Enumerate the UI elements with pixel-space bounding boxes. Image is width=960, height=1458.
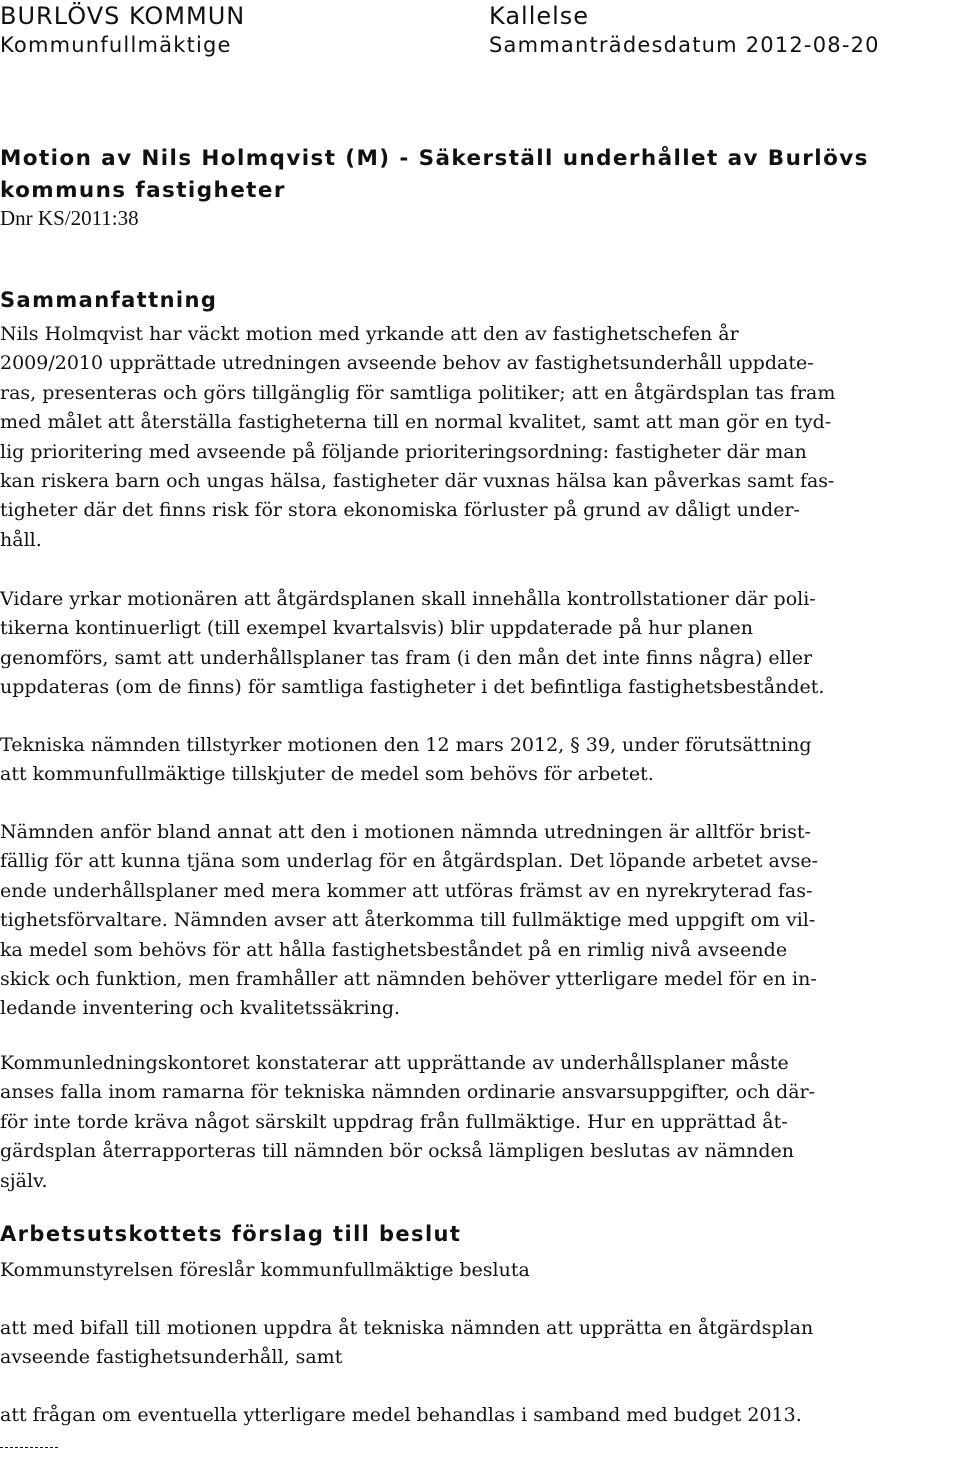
decision-item bbox=[0, 1314, 960, 1373]
text-line: uppdateras (om de finns) för samtliga fastigheter i det befintliga fastighetsbeståndet. bbox=[0, 676, 825, 699]
meeting-date: Sammanträdesdatum 2012-08-20 bbox=[489, 33, 880, 57]
motion-title-line-1: Motion av Nils Holmqvist (M) - Säkerställ underhållet av Burlövs bbox=[0, 146, 869, 171]
text-line: själv. bbox=[0, 1169, 48, 1192]
text-line: Vidare yrkar motionären att åtgärdsplanen skall innehålla kontrollstationer där poli- bbox=[0, 588, 816, 610]
text-line: ende underhållsplaner med mera kommer att utföras främst av en nyrekryterad fas- bbox=[0, 879, 813, 902]
board-paragraph bbox=[0, 818, 960, 1024]
municipality-name: BURLÖVS KOMMUN bbox=[0, 2, 246, 30]
text-line: skick och funktion, men framhåller att nämnden behöver ytterligare medel för en in- bbox=[0, 968, 817, 991]
text-line: tigheter där det finns risk för stora ekonomiska förluster på grund av dåligt under- bbox=[0, 499, 800, 522]
text-line: genomförs, samt att underhållsplaner tas fram (i den mån det inte finns några) eller bbox=[0, 646, 813, 669]
committee-paragraph bbox=[0, 731, 960, 790]
text-line: Kommunledningskontoret konstaterar att upprättande av underhållsplaner måste bbox=[0, 1052, 789, 1074]
text-line: Tekniska nämnden tillstyrker motionen den 12 mars 2012, § 39, under förutsättning bbox=[0, 734, 812, 756]
text-line: ka medel som behövs för att hålla fastighetsbeståndet på en rimlig nivå avseende bbox=[0, 938, 788, 961]
proposal-heading: Arbetsutskottets förslag till beslut bbox=[0, 1222, 462, 1246]
text-line: avseende fastighetsunderhåll, samt bbox=[0, 1346, 343, 1369]
text-line: Nämnden anför bland annat att den i motionen nämnda utredningen är alltför brist- bbox=[0, 821, 811, 843]
text-line: 2009/2010 upprättade utredningen avseende behov av fastighetsunderhåll uppdate- bbox=[0, 352, 814, 375]
separator-line bbox=[0, 1447, 58, 1448]
text-line: med målet att återställa fastigheterna till en normal kvalitet, samt att man gör en tyd- bbox=[0, 411, 832, 434]
text-line: ras, presenteras och görs tillgänglig för samtliga politiker; att en åtgärdsplan tas fram bbox=[0, 381, 836, 404]
case-number: Dnr KS/2011:38 bbox=[0, 206, 139, 230]
text-line: håll. bbox=[0, 528, 42, 551]
demands-paragraph bbox=[0, 585, 960, 703]
text-line: att med bifall till motionen uppdra åt tekniska nämnden att upprätta en åtgärdsplan bbox=[0, 1317, 814, 1339]
text-line: fällig för att kunna tjäna som underlag för en åtgärdsplan. Det löpande arbetet avse- bbox=[0, 850, 819, 873]
text-line: Nils Holmqvist har väckt motion med yrkande att den av fastighetschefen år bbox=[0, 323, 739, 345]
text-line: tikerna kontinuerligt (till exempel kvartalsvis) blir uppdaterade på hur planen bbox=[0, 617, 754, 640]
summary-heading: Sammanfattning bbox=[0, 288, 218, 312]
text-line: att kommunfullmäktige tillskjuter de medel som behövs för arbetet. bbox=[0, 763, 654, 786]
document-type: Kallelse bbox=[489, 2, 590, 30]
text-line: gärdsplan återrapporteras till nämnden bör också lämpligen beslutas av nämnden bbox=[0, 1140, 795, 1163]
text-line: att frågan om eventuella ytterligare medel behandlas i samband med budget 2013. bbox=[0, 1404, 802, 1426]
text-line: lig prioritering med avseende på följande prioriteringsordning: fastigheter där man bbox=[0, 440, 807, 463]
text-line: tighetsförvaltare. Nämnden avser att återkomma till fullmäktige med uppgift om vil- bbox=[0, 909, 816, 932]
text-line: Kommunstyrelsen föreslår kommunfullmäktige besluta bbox=[0, 1259, 530, 1281]
text-line: för inte torde kräva något särskilt uppdrag från fullmäktige. Hur en upprättad åt- bbox=[0, 1110, 788, 1133]
decision-item bbox=[0, 1401, 960, 1430]
summary-paragraph bbox=[0, 320, 960, 555]
office-paragraph bbox=[0, 1049, 960, 1196]
text-line: ledande inventering och kvalitetssäkring. bbox=[0, 997, 401, 1020]
body-name: Kommunfullmäktige bbox=[0, 33, 232, 57]
motion-title-line-2: kommuns fastigheter bbox=[0, 178, 286, 203]
text-line: anses falla inom ramarna för tekniska nämnden ordinarie ansvarsuppgifter, och där- bbox=[0, 1081, 816, 1104]
text-line: kan riskera barn och ungas hälsa, fastigheter där vuxnas hälsa kan påverkas samt fas- bbox=[0, 470, 835, 493]
proposal-intro bbox=[0, 1256, 960, 1285]
